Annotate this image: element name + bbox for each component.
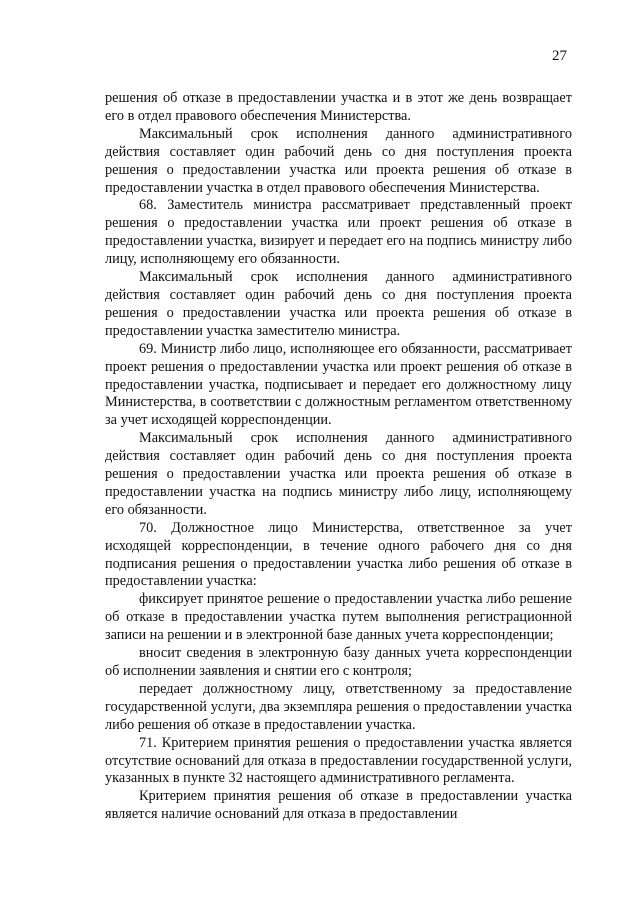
paragraph-71-refusal: Критерием принятия решения об отказе в предоставлении участка является наличие оснований для отказа в предоставлении — [105, 788, 572, 823]
paragraph-max-term-1: Максимальный срок исполнения данного административного действия составляет один рабочий день со дня поступления проекта решения о предоставлении участка или проекта решения об отказе в предоставлении участка в отдел правового обеспечения Министерства. — [105, 125, 572, 196]
paragraph-70-item-2: вносит сведения в электронную базу данных учета корреспонденции об исполнении заявления и снятии его с контроля; — [105, 645, 572, 679]
paragraph-70-item-1: фиксирует принятое решение о предоставлении участка либо решение об отказе в предоставлении участка путем выполнения регистрационной записи на решении и в электронной базе данных учета корреспонденции; — [105, 591, 572, 644]
document-body — [105, 90, 572, 824]
paragraph-70-item-3: передает должностному лицу, ответственному за предоставление государственной услуги, два экземпляра решения о предоставлении участка либо решения об отказе в предоставлении участка. — [105, 680, 572, 733]
paragraph-71: 71. Критерием принятия решения о предоставлении участка является отсутствие оснований для отказа в предоставлении государственной услуги, указанных в пункте 32 настоящего административного регламента. — [105, 734, 572, 787]
paragraph-68: 68. Заместитель министра рассматривает представленный проект решения о предоставлении участка или проект решения об отказе в предоставлении участка, визирует и передает его на подпись министру либо лицу, исполняющему его обязанности. — [105, 197, 572, 268]
paragraph-continuation: решения об отказе в предоставлении участка и в этот же день возвращает его в отдел правового обеспечения Министерства. — [105, 90, 572, 124]
paragraph-69: 69. Министр либо лицо, исполняющее его обязанности, рассматривает проект решения о предоставлении участка или проект решения об отказе в предоставлении участка, подписывает и передает его должностному лицу Министерства, в соответствии с должностным регламентом ответственному за учет исходящей корреспонденции. — [105, 340, 572, 429]
paragraph-max-term-2: Максимальный срок исполнения данного административного действия составляет один рабочий день со дня поступления проекта решения о предоставлении участка или проекта решения об отказе в предоставлении участка заместителю министра. — [105, 269, 572, 339]
page-number: 27 — [552, 48, 567, 64]
paragraph-max-term-3: Максимальный срок исполнения данного административного действия составляет один рабочий день со дня поступления проекта решения о предоставлении участка или проекта решения об отказе в предоставлении участка на подпись министру либо лицу, исполняющему его обязанности. — [105, 430, 572, 518]
paragraph-70: 70. Должностное лицо Министерства, ответственное за учет исходящей корреспонденции, в течение одного рабочего дня со дня подписания решения о предоставлении участка либо решения об отказе в предоставлении участка: — [105, 519, 572, 590]
